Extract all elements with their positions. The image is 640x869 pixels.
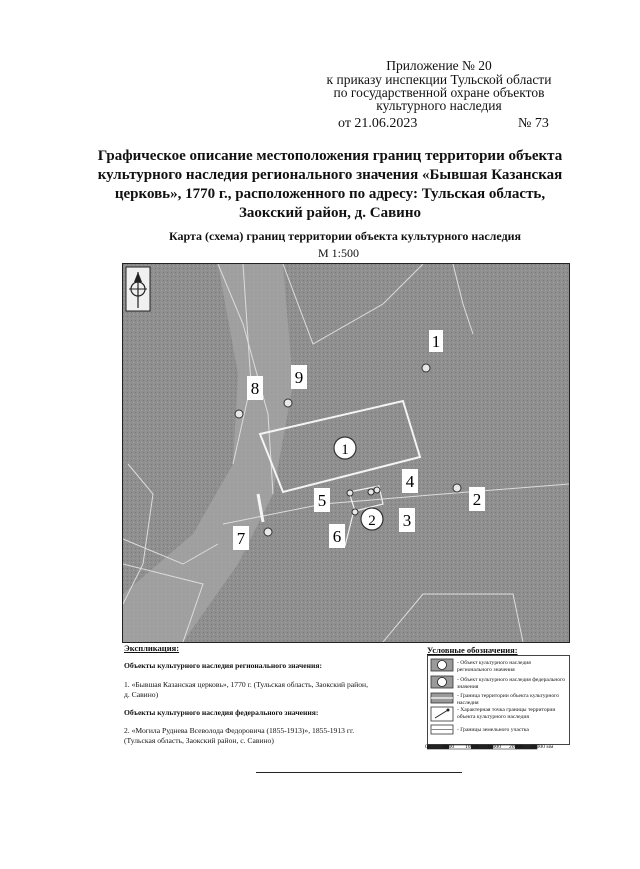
boundary-map: [122, 263, 570, 643]
scale-tick-1: 5000: [443, 744, 455, 750]
order-line-1: к приказу инспекции Тульской области: [326, 72, 552, 87]
svg-text:2: 2: [368, 513, 376, 529]
point-label-9: [291, 365, 307, 389]
boundary-point-3: [368, 489, 374, 495]
regional-heading: Объекты культурного наследия регионального значения:: [124, 661, 322, 670]
symbol-federal-text: - Объект культурного наследия федерального значения: [457, 677, 566, 690]
scale-tick-0: 0: [425, 744, 428, 750]
object-marker-2: [361, 508, 383, 530]
order-number: № 73: [518, 116, 549, 131]
map-scale: М 1:500: [318, 246, 360, 260]
boundary-point-2: [453, 484, 461, 492]
federal-item: 2. «Могила Руднева Всеволода Федоровича (1855-1913)», 1855-1913 гг. (Тульская область, Заокский район, с. Савино): [124, 726, 355, 745]
point-label-6: [329, 524, 345, 548]
symbol-parcel-text: - Границы земельного участка: [457, 727, 529, 733]
svg-text:7: 7: [236, 529, 246, 548]
svg-text:4: 4: [405, 472, 415, 491]
scale-tick-4: 20000: [509, 744, 523, 750]
point-label-8: [247, 376, 263, 400]
svg-text:5: 5: [317, 491, 327, 510]
symbol-regional-text: - Объект культурного наследия регионального значения: [457, 660, 531, 673]
svg-text:8: 8: [250, 379, 260, 398]
symbol-boundary-text: - Граница территории объекта культурного наследия: [457, 693, 560, 706]
signature-line: [256, 772, 462, 773]
object-marker-1: [334, 437, 356, 459]
boundary-point-6: [352, 509, 358, 515]
order-line-3: культурного наследия: [376, 98, 502, 113]
point-label-3: [399, 508, 415, 532]
federal-heading: Объекты культурного наследия федерального значения:: [124, 708, 319, 717]
order-line-2: по государственной охране объектов: [333, 85, 545, 100]
symbols-box: [427, 655, 570, 745]
explication-title: Экспликация:: [124, 643, 180, 653]
map-caption: Карта (схема) границ территории объекта культурного наследия: [168, 229, 522, 243]
svg-text:2: 2: [472, 490, 482, 509]
symbols-title: Условные обозначения:: [427, 645, 518, 655]
north-arrow-icon: [126, 267, 150, 311]
scale-tick-5: 25000 мм: [531, 744, 554, 750]
point-label-7: [233, 526, 249, 550]
symbol-point-text: - Характерная точка границы территории объекта культурного наследия: [457, 707, 556, 720]
boundary-point-5: [347, 490, 353, 496]
svg-text:1: 1: [341, 442, 349, 458]
point-label-1: [429, 330, 443, 352]
boundary-point-7: [264, 528, 272, 536]
document-title: Графическое описание местоположения границ территории объекта культурного наследия регионального значения «Бывшая Казанская церковь», 1770 г., расположенного по адресу: Тульская область, Заокский район, д. Савино: [97, 148, 563, 221]
boundary-point-8: [235, 410, 243, 418]
regional-item: 1. «Бывшая Казанская церковь», 1770 г. (Тульская область, Заокский район, д. Савино): [124, 680, 368, 699]
svg-text:3: 3: [402, 511, 412, 530]
appendix-title: Приложение № 20: [386, 58, 492, 73]
boundary-point-9: [284, 399, 292, 407]
point-label-4: [402, 469, 418, 493]
scale-bar: [427, 744, 567, 758]
boundary-point-1: [422, 364, 430, 372]
scale-tick-2: 10000: [465, 744, 479, 750]
point-label-2: [469, 487, 485, 511]
symbols-swatches: [428, 656, 456, 744]
boundary-point-4: [374, 487, 380, 493]
scale-tick-3: 15000: [487, 744, 501, 750]
map-canvas: [123, 264, 569, 642]
point-label-5: [314, 488, 330, 512]
svg-text:9: 9: [294, 368, 304, 387]
svg-text:6: 6: [332, 527, 342, 546]
svg-text:1: 1: [431, 332, 441, 351]
order-date: от 21.06.2023: [338, 116, 418, 131]
